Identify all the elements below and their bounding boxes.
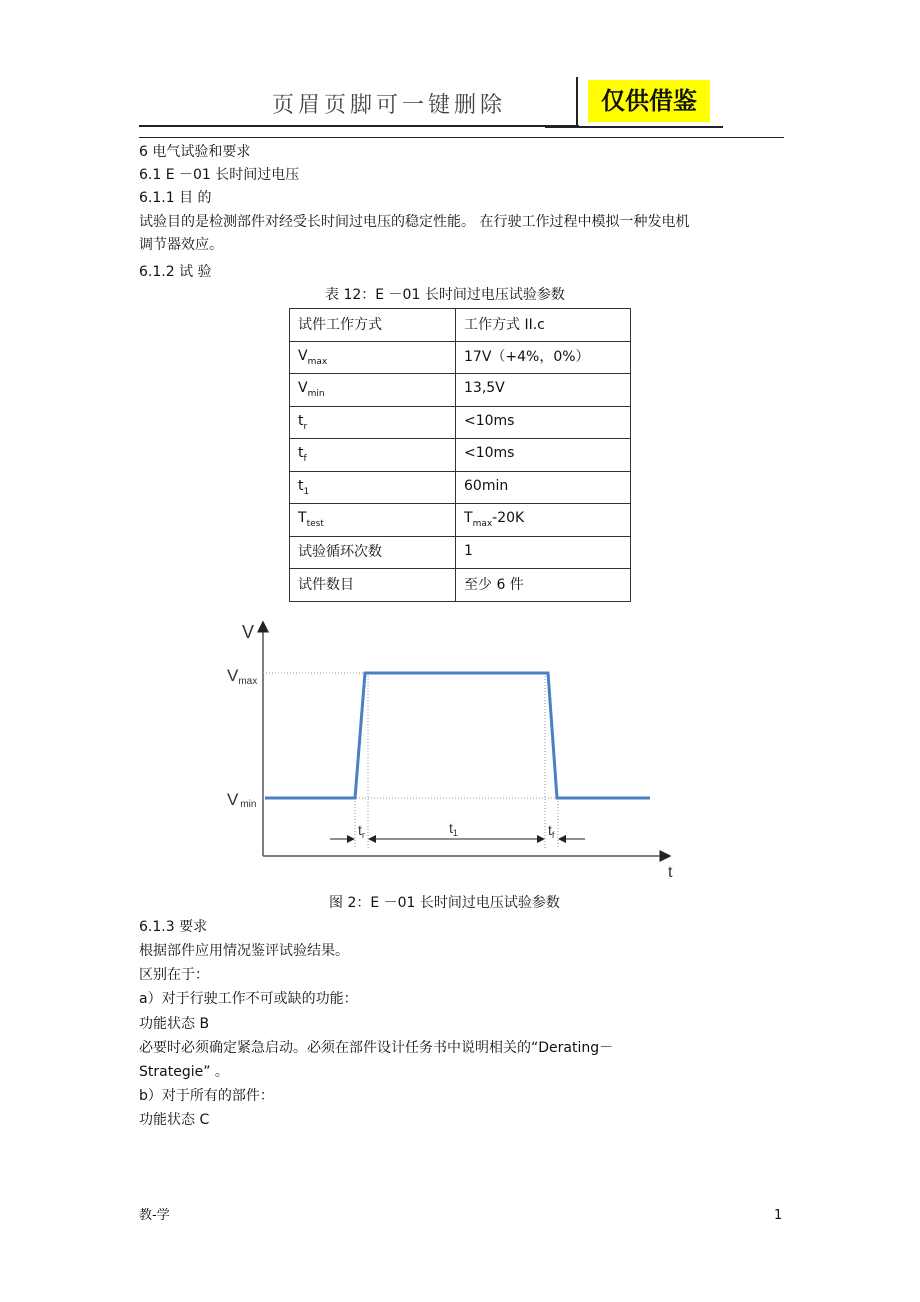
label-tr: t — [358, 822, 362, 838]
table-row — [290, 309, 631, 342]
header-text: 页眉页脚可一键删除 — [272, 93, 507, 118]
heading: 6 电气试验和要求 — [139, 144, 251, 160]
table-row — [290, 374, 631, 407]
param-value: 60min — [456, 471, 631, 504]
param-value: <10ms — [456, 439, 631, 472]
page-number: 1 — [774, 1208, 783, 1223]
heading: 6.1.2 试 验 — [139, 264, 212, 280]
label-vmax: V — [227, 666, 239, 685]
paragraph: 功能状态 C — [139, 1112, 210, 1128]
label-tf: t — [548, 822, 552, 838]
voltage-waveform — [265, 673, 650, 798]
paragraph: 试验目的是检测部件对经受长时间过电压的稳定性能。 在行驶工作过程中模拟一种发电机 — [139, 214, 690, 230]
param-name: $t_r$ — [290, 406, 456, 439]
label-vmin: V — [227, 790, 239, 809]
param-value: <10ms — [456, 406, 631, 439]
paragraph: a）对于行驶工作不可或缺的功能： — [139, 991, 358, 1007]
heading: 6.1 E －01 长时间过电压 — [139, 167, 300, 183]
param-value: 1 — [456, 536, 631, 569]
param-name: 试件工作方式 — [290, 309, 456, 342]
param-name: $T_{test}$ — [290, 504, 456, 537]
header-rule — [139, 125, 579, 127]
svg-text:tr: $t_r$ — [358, 822, 365, 840]
param-value: $T_{max}-20K$ — [456, 504, 631, 537]
footer-text: 教-学 — [139, 1208, 170, 1223]
table-row — [290, 471, 631, 504]
heading: 6.1.3 要求 — [139, 919, 208, 935]
param-value: 工作方式 II.c — [456, 309, 631, 342]
voltage-diagram — [220, 600, 700, 890]
header-divider — [576, 77, 578, 127]
table-row — [290, 406, 631, 439]
label-t1: t — [449, 820, 453, 836]
figure-caption: 图 2：E －01 长时间过电压试验参数 — [329, 895, 560, 911]
table-row — [290, 504, 631, 537]
param-value: 17V（+4%，0%） — [456, 341, 631, 374]
header-badge: 仅供借鉴 — [588, 80, 710, 122]
paragraph: b）对于所有的部件： — [139, 1088, 274, 1104]
param-name: 试件数目 — [290, 569, 456, 602]
table-row — [290, 536, 631, 569]
svg-text:t1: $t_1$ — [449, 820, 458, 838]
param-value: 13,5V — [456, 374, 631, 407]
paragraph: 必要时必须确定紧急启动。必须在部件设计任务书中说明相关的“Derating－ — [139, 1040, 614, 1056]
svg-text:tf: $t_f$ — [548, 822, 555, 840]
paragraph: 根据部件应用情况鉴评试验结果。 — [139, 943, 349, 959]
header-rule — [545, 126, 723, 128]
param-name: $t_1$ — [290, 471, 456, 504]
table-row — [290, 569, 631, 602]
table-row — [290, 341, 631, 374]
param-name: $V_{min}$ — [290, 374, 456, 407]
paragraph: 调节器效应。 — [139, 237, 223, 253]
table-row — [290, 439, 631, 472]
table-caption: 表 12：E －01 长时间过电压试验参数 — [325, 287, 565, 303]
paragraph: 区别在于： — [139, 967, 209, 983]
parameter-table — [289, 308, 631, 602]
svg-text:Vmax: Vmax — [227, 666, 258, 687]
axis-label-t: t — [668, 864, 673, 881]
paragraph: Strategie” 。 — [139, 1064, 229, 1080]
param-name: 试验循环次数 — [290, 536, 456, 569]
param-name: $V_{max}$ — [290, 341, 456, 374]
heading: 6.1.1 目 的 — [139, 190, 212, 206]
header-rule — [139, 137, 784, 138]
param-name: $t_f$ — [290, 439, 456, 472]
svg-text:Vmin: Vmin — [227, 790, 257, 810]
axis-label-v: V — [242, 622, 255, 642]
param-value: 至少 6 件 — [456, 569, 631, 602]
paragraph: 功能状态 B — [139, 1016, 210, 1032]
